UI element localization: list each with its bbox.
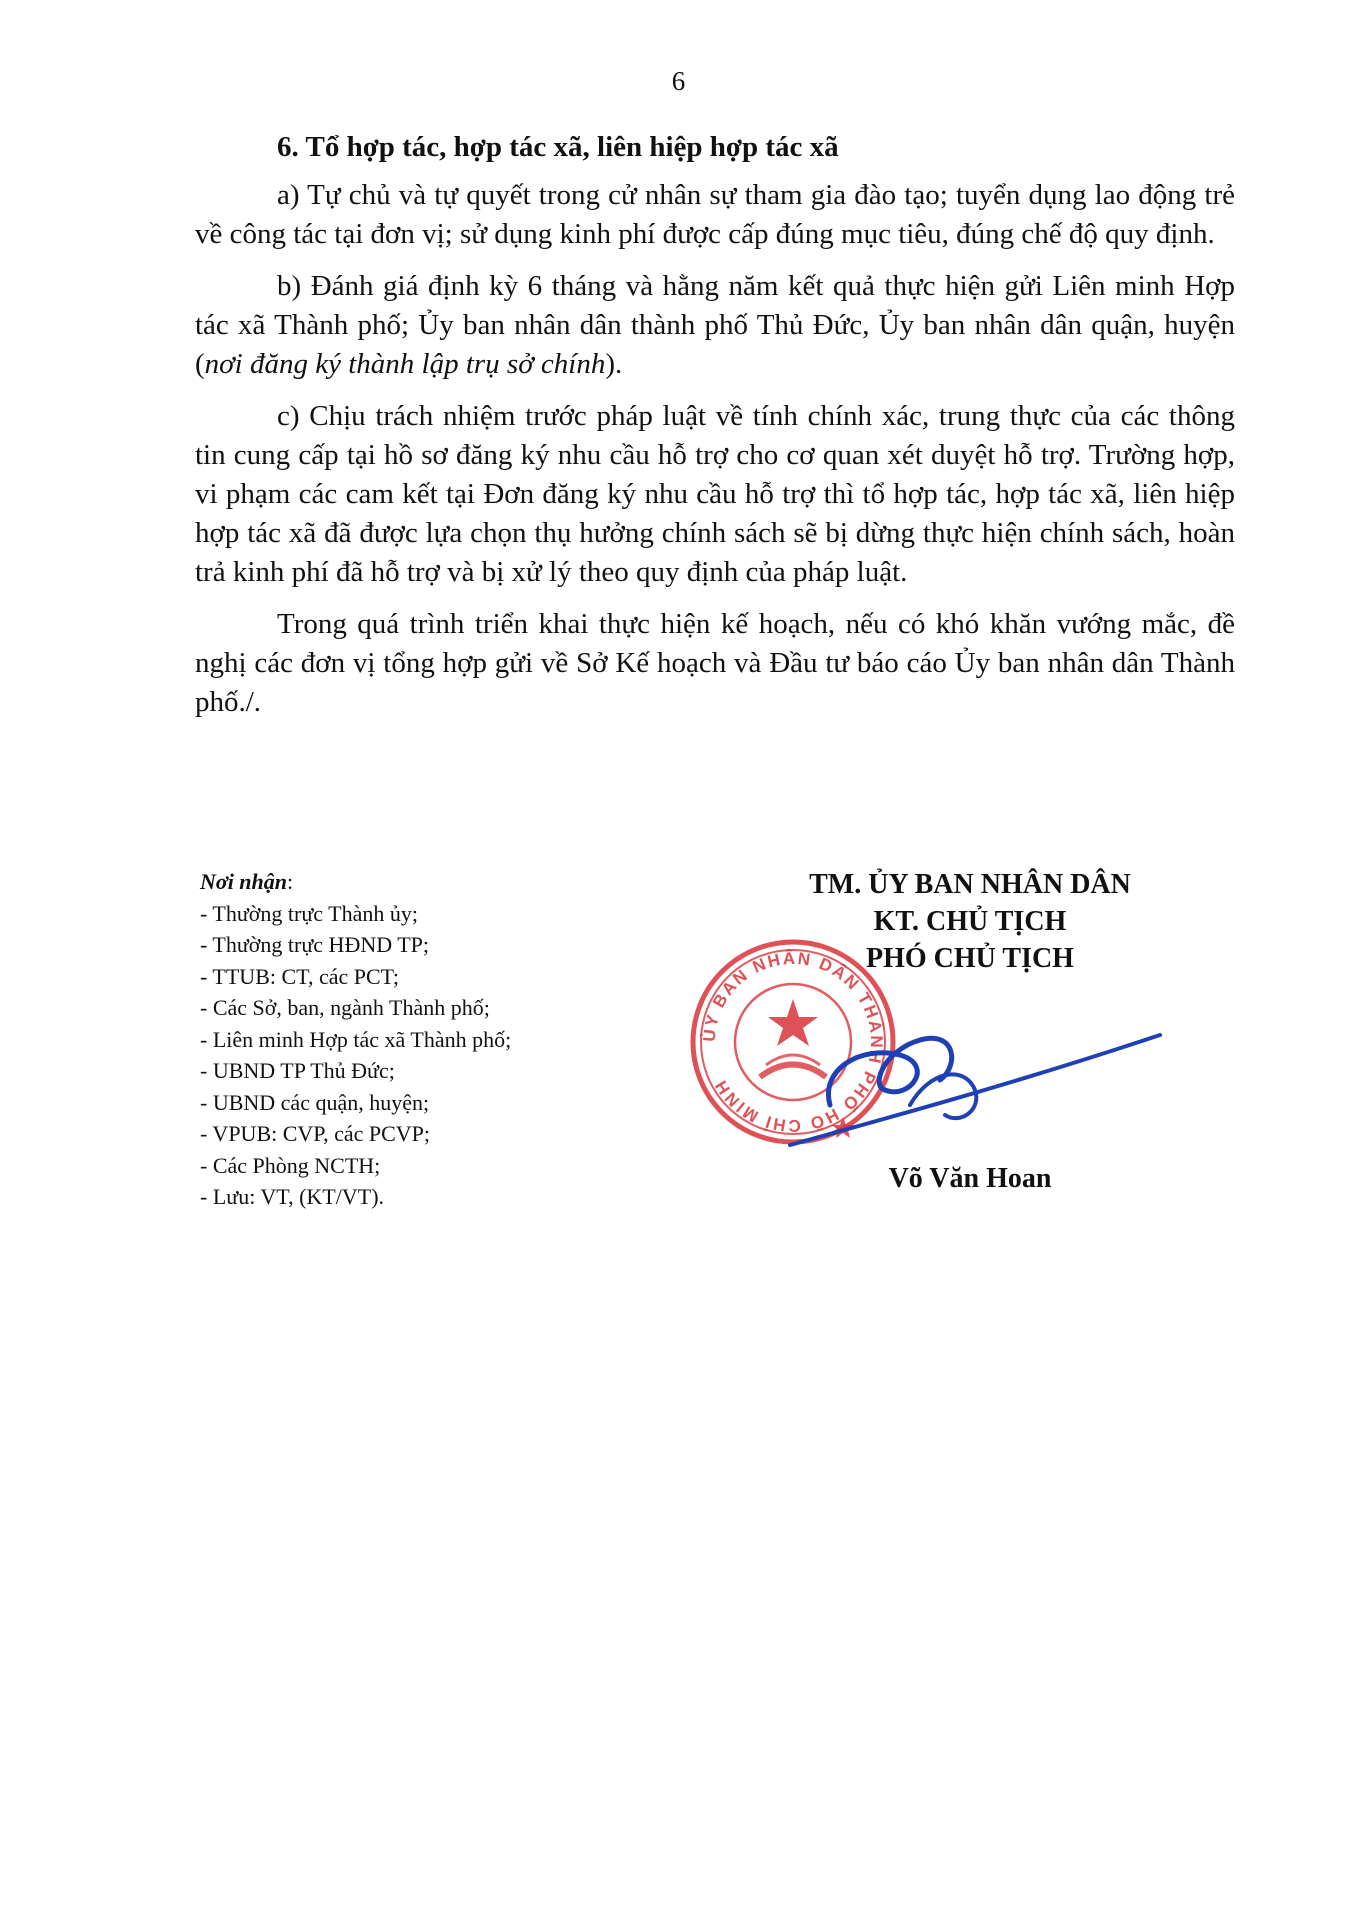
recipient-item: - Các Phòng NCTH;	[200, 1152, 381, 1178]
paragraph-b-text: b) Đánh giá định kỳ 6 tháng và hằng năm kết quả thực hiện gửi Liên minh Hợp tác xã Thành phố; Ủy ban nhân dân thành phố Thủ Đức, Ủy ban nhân dân quận, huyện (	[195, 270, 1235, 380]
recipient-item: - VPUB: CVP, các PCVP;	[200, 1121, 431, 1146]
paragraph-c: c) Chịu trách nhiệm trước pháp luật về tính chính xác, trung thực của các thông tin cung cấp tại hồ sơ đăng ký nhu cầu hỗ trợ cho cơ quan xét duyệt hỗ trợ. Trường hợp, vi phạm các cam kết tại Đơn đăng ký nhu cầu hỗ trợ thì tổ hợp tác, hợp tác xã, liên hiệp hợp tác xã đã được lựa chọn thụ hưởng chính sách sẽ bị dừng thực hiện chính sách, hoàn trả kinh phí đã hỗ trợ và bị xử lý theo quy định của pháp luật.	[195, 400, 1235, 588]
paragraph-b	[195, 267, 1235, 384]
signature-block	[690, 866, 1250, 977]
page-number: 6	[671, 66, 686, 96]
recipients-heading	[200, 866, 720, 898]
recipient-item: - Thường trực Thành ủy;	[200, 900, 418, 926]
signer-name: Võ Văn Hoan	[888, 1163, 1052, 1194]
recipients-label: Nơi nhận	[200, 869, 288, 894]
recipient-item: - TTUB: CT, các PCT;	[200, 963, 399, 989]
signature-title-line2: KT. CHỦ TỊCH	[873, 906, 1067, 937]
section-title: 6. Tổ hợp tác, hợp tác xã, liên hiệp hợp tác xã	[277, 131, 839, 163]
recipient-item: - UBND các quận, huyện;	[200, 1089, 430, 1115]
signature-title-line3: PHÓ CHỦ TỊCH	[866, 943, 1074, 974]
recipient-item: - Liên minh Hợp tác xã Thành phố;	[200, 1026, 512, 1052]
recipients-label-colon: :	[287, 869, 294, 894]
handwritten-signature	[760, 1010, 1180, 1160]
closing-paragraph: Trong quá trình triển khai thực hiện kế hoạch, nếu có khó khăn vướng mắc, đề nghị các đơn vị tổng hợp gửi về Sở Kế hoạch và Đầu tư báo cáo Ủy ban nhân dân Thành phố./.	[195, 608, 1235, 718]
recipients-list	[200, 898, 720, 1213]
paragraph-b-italic: nơi đăng ký thành lập trụ sở chính	[204, 348, 606, 380]
recipient-item: - Các Sở, ban, ngành Thành phố;	[200, 995, 490, 1020]
recipient-item: - UBND TP Thủ Đức;	[200, 1058, 395, 1083]
recipient-item: - Lưu: VT, (KT/VT).	[200, 1184, 385, 1209]
recipients-block	[200, 866, 720, 1213]
signature-title-line1: TM. ỦY BAN NHÂN DÂN	[809, 869, 1131, 900]
paragraph-a: a) Tự chủ và tự quyết trong cử nhân sự tham gia đào tạo; tuyển dụng lao động trẻ về công tác tại đơn vị; sử dụng kinh phí được cấp đúng mục tiêu, đúng chế độ quy định.	[195, 179, 1235, 250]
paragraph-b-end: ).	[605, 348, 623, 380]
recipient-item: - Thường trực HĐND TP;	[200, 932, 429, 957]
seal-ring-text: ỦY BAN NHÂN DÂN THÀNH PHỐ HỒ CHÍ MINH	[699, 948, 887, 1136]
signature-loop	[828, 1038, 951, 1105]
document-body	[195, 128, 1235, 735]
